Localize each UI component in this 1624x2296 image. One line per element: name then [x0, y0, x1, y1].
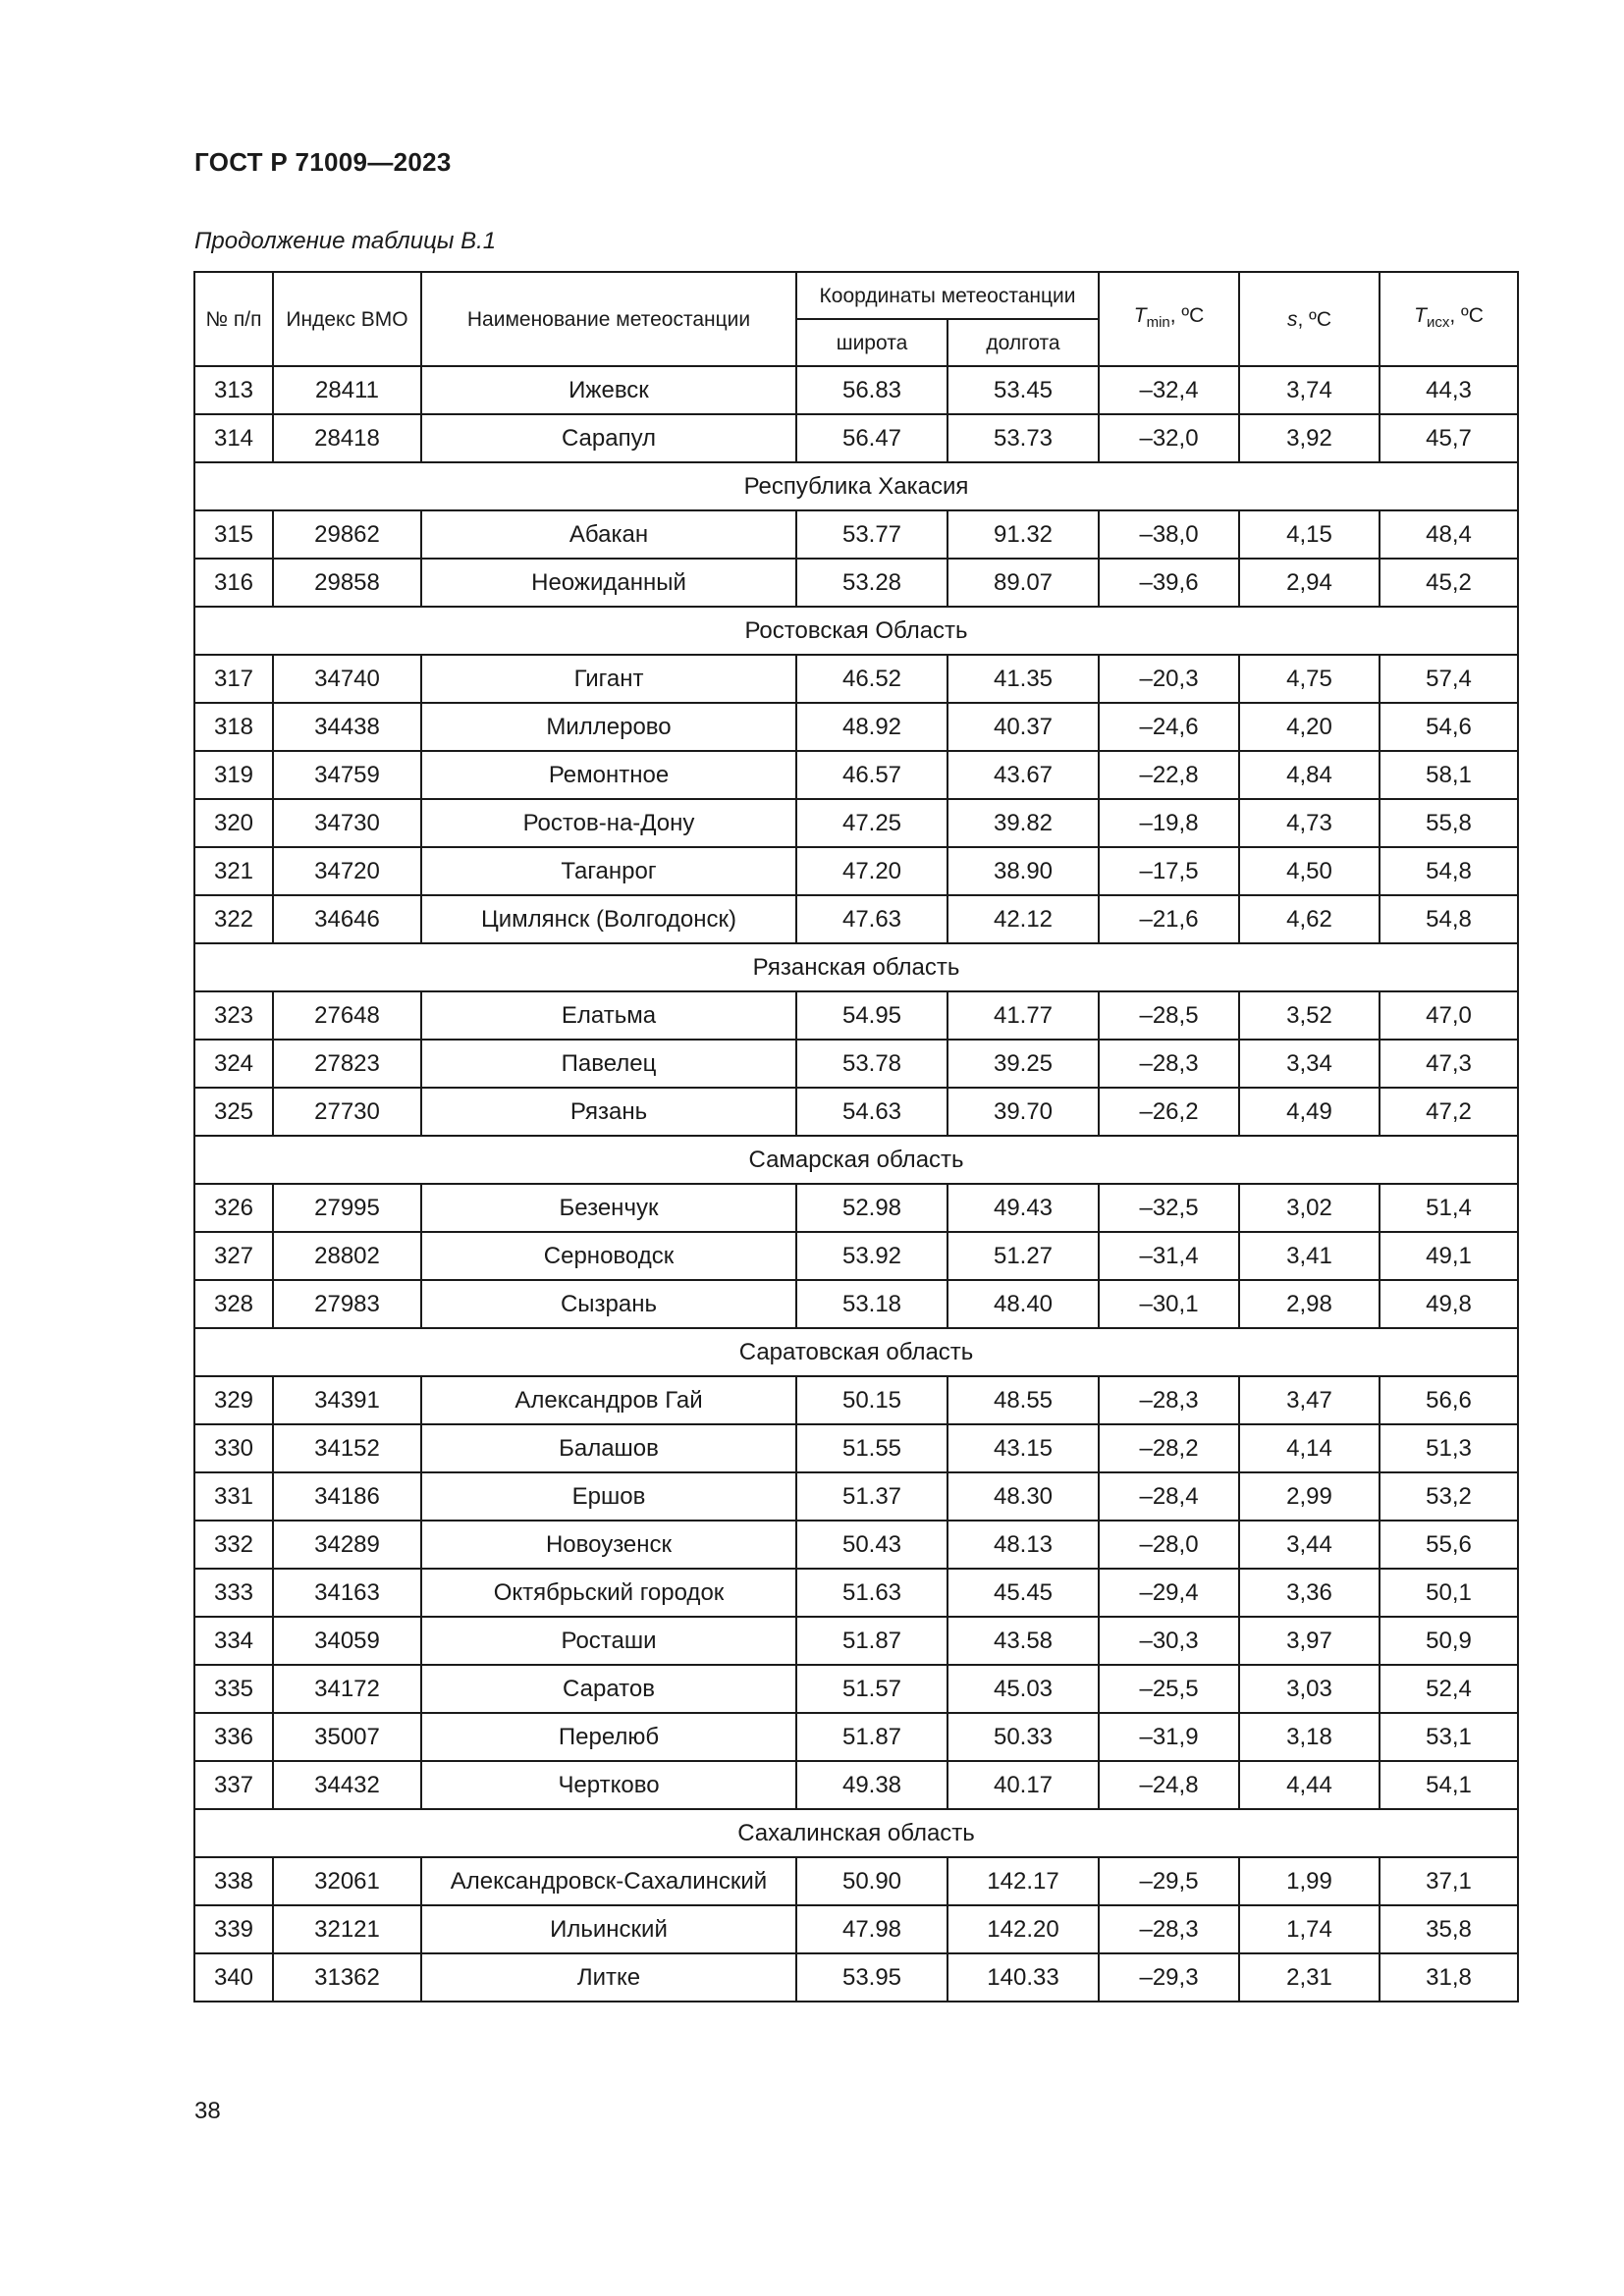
cell-latitude: 51.63 [796, 1569, 947, 1617]
cell-tisx: 35,8 [1380, 1905, 1518, 1953]
cell-tisx: 55,8 [1380, 799, 1518, 847]
cell-s: 4,44 [1239, 1761, 1380, 1809]
cell-tisx: 54,8 [1380, 895, 1518, 943]
cell-num: 316 [194, 559, 273, 607]
cell-num: 331 [194, 1472, 273, 1521]
cell-index: 29858 [273, 559, 421, 607]
region-row [194, 1136, 1518, 1184]
cell-tmin: –19,8 [1099, 799, 1239, 847]
cell-s: 3,36 [1239, 1569, 1380, 1617]
cell-latitude: 53.95 [796, 1953, 947, 2002]
cell-index: 27648 [273, 991, 421, 1040]
cell-num: 324 [194, 1040, 273, 1088]
header-tisx [1380, 272, 1518, 366]
cell-index: 34059 [273, 1617, 421, 1665]
cell-longitude: 45.03 [947, 1665, 1099, 1713]
cell-station-name: Литке [421, 1953, 796, 2002]
cell-tisx: 44,3 [1380, 366, 1518, 414]
cell-tisx: 57,4 [1380, 655, 1518, 703]
region-row [194, 462, 1518, 510]
cell-index: 34172 [273, 1665, 421, 1713]
cell-station-name: Неожиданный [421, 559, 796, 607]
cell-tisx: 54,1 [1380, 1761, 1518, 1809]
cell-station-name: Павелец [421, 1040, 796, 1088]
cell-longitude: 49.43 [947, 1184, 1099, 1232]
cell-num: 326 [194, 1184, 273, 1232]
region-name: Республика Хакасия [194, 462, 1518, 510]
cell-index: 28411 [273, 366, 421, 414]
cell-tmin: –28,2 [1099, 1424, 1239, 1472]
cell-longitude: 53.73 [947, 414, 1099, 462]
cell-tisx: 45,7 [1380, 414, 1518, 462]
cell-index: 31362 [273, 1953, 421, 2002]
table-row [194, 895, 1518, 943]
cell-longitude: 50.33 [947, 1713, 1099, 1761]
cell-tisx: 51,3 [1380, 1424, 1518, 1472]
cell-latitude: 47.98 [796, 1905, 947, 1953]
region-name: Сахалинская область [194, 1809, 1518, 1857]
cell-num: 320 [194, 799, 273, 847]
cell-station-name: Миллерово [421, 703, 796, 751]
tmin-unit: , ºC [1169, 304, 1205, 327]
table-row [194, 1905, 1518, 1953]
cell-index: 28418 [273, 414, 421, 462]
cell-station-name: Гигант [421, 655, 796, 703]
cell-latitude: 53.18 [796, 1280, 947, 1328]
cell-tmin: –32,0 [1099, 414, 1239, 462]
cell-station-name: Балашов [421, 1424, 796, 1472]
cell-latitude: 47.63 [796, 895, 947, 943]
table-row [194, 1713, 1518, 1761]
cell-num: 334 [194, 1617, 273, 1665]
cell-num: 322 [194, 895, 273, 943]
cell-station-name: Александровск-Сахалинский [421, 1857, 796, 1905]
cell-latitude: 50.43 [796, 1521, 947, 1569]
cell-station-name: Саратов [421, 1665, 796, 1713]
cell-latitude: 51.37 [796, 1472, 947, 1521]
cell-num: 330 [194, 1424, 273, 1472]
cell-index: 34163 [273, 1569, 421, 1617]
cell-longitude: 48.13 [947, 1521, 1099, 1569]
cell-s: 3,02 [1239, 1184, 1380, 1232]
cell-latitude: 53.28 [796, 559, 947, 607]
cell-index: 29862 [273, 510, 421, 559]
cell-tmin: –20,3 [1099, 655, 1239, 703]
page-number: 38 [194, 2098, 221, 2124]
region-row [194, 1328, 1518, 1376]
cell-tmin: –28,3 [1099, 1376, 1239, 1424]
cell-tisx: 58,1 [1380, 751, 1518, 799]
cell-num: 339 [194, 1905, 273, 1953]
header-s [1239, 272, 1380, 366]
cell-index: 27983 [273, 1280, 421, 1328]
cell-station-name: Сарапул [421, 414, 796, 462]
cell-s: 3,03 [1239, 1665, 1380, 1713]
cell-index: 27823 [273, 1040, 421, 1088]
cell-longitude: 140.33 [947, 1953, 1099, 2002]
cell-num: 315 [194, 510, 273, 559]
cell-index: 34646 [273, 895, 421, 943]
cell-tmin: –30,3 [1099, 1617, 1239, 1665]
table-row [194, 751, 1518, 799]
cell-station-name: Таганрог [421, 847, 796, 895]
cell-index: 34740 [273, 655, 421, 703]
header-num: № п/п [194, 272, 273, 366]
cell-s: 3,92 [1239, 414, 1380, 462]
cell-longitude: 48.55 [947, 1376, 1099, 1424]
cell-index: 34720 [273, 847, 421, 895]
cell-num: 337 [194, 1761, 273, 1809]
cell-index: 27730 [273, 1088, 421, 1136]
cell-tisx: 47,2 [1380, 1088, 1518, 1136]
cell-tisx: 54,8 [1380, 847, 1518, 895]
cell-tmin: –28,3 [1099, 1905, 1239, 1953]
cell-longitude: 41.77 [947, 991, 1099, 1040]
cell-index: 28802 [273, 1232, 421, 1280]
cell-s: 4,14 [1239, 1424, 1380, 1472]
cell-tisx: 49,1 [1380, 1232, 1518, 1280]
cell-station-name: Цимлянск (Волгодонск) [421, 895, 796, 943]
header-lat: широта [796, 319, 947, 366]
region-name: Самарская область [194, 1136, 1518, 1184]
cell-station-name: Серноводск [421, 1232, 796, 1280]
cell-s: 4,62 [1239, 895, 1380, 943]
cell-tisx: 47,3 [1380, 1040, 1518, 1088]
cell-longitude: 42.12 [947, 895, 1099, 943]
cell-index: 27995 [273, 1184, 421, 1232]
cell-latitude: 51.57 [796, 1665, 947, 1713]
cell-tmin: –39,6 [1099, 559, 1239, 607]
cell-num: 328 [194, 1280, 273, 1328]
cell-station-name: Безенчук [421, 1184, 796, 1232]
header-tmin [1099, 272, 1239, 366]
cell-tisx: 47,0 [1380, 991, 1518, 1040]
cell-station-name: Новоузенск [421, 1521, 796, 1569]
cell-longitude: 43.15 [947, 1424, 1099, 1472]
cell-num: 329 [194, 1376, 273, 1424]
table-row [194, 1521, 1518, 1569]
cell-s: 2,31 [1239, 1953, 1380, 2002]
cell-index: 34730 [273, 799, 421, 847]
cell-num: 317 [194, 655, 273, 703]
table-row [194, 1088, 1518, 1136]
tmin-subscript: min [1146, 314, 1170, 331]
cell-station-name: Сызрань [421, 1280, 796, 1328]
cell-tmin: –31,4 [1099, 1232, 1239, 1280]
cell-longitude: 43.67 [947, 751, 1099, 799]
cell-num: 319 [194, 751, 273, 799]
document-id: ГОСТ Р 71009—2023 [194, 147, 452, 177]
region-name: Рязанская область [194, 943, 1518, 991]
cell-s: 4,50 [1239, 847, 1380, 895]
cell-index: 32121 [273, 1905, 421, 1953]
cell-num: 335 [194, 1665, 273, 1713]
cell-index: 32061 [273, 1857, 421, 1905]
cell-latitude: 47.25 [796, 799, 947, 847]
cell-s: 3,18 [1239, 1713, 1380, 1761]
cell-tmin: –29,3 [1099, 1953, 1239, 2002]
table-row [194, 1184, 1518, 1232]
cell-latitude: 46.52 [796, 655, 947, 703]
table-row [194, 1424, 1518, 1472]
cell-tisx: 53,2 [1380, 1472, 1518, 1521]
cell-tisx: 55,6 [1380, 1521, 1518, 1569]
cell-station-name: Ижевск [421, 366, 796, 414]
header-lon: долгота [947, 319, 1099, 366]
cell-s: 2,99 [1239, 1472, 1380, 1521]
cell-num: 340 [194, 1953, 273, 2002]
cell-longitude: 91.32 [947, 510, 1099, 559]
cell-s: 3,44 [1239, 1521, 1380, 1569]
table-row [194, 510, 1518, 559]
cell-longitude: 45.45 [947, 1569, 1099, 1617]
cell-tmin: –24,8 [1099, 1761, 1239, 1809]
cell-tisx: 45,2 [1380, 559, 1518, 607]
cell-s: 3,41 [1239, 1232, 1380, 1280]
cell-longitude: 40.37 [947, 703, 1099, 751]
cell-tmin: –28,3 [1099, 1040, 1239, 1088]
cell-longitude: 48.40 [947, 1280, 1099, 1328]
cell-longitude: 53.45 [947, 366, 1099, 414]
table-row [194, 655, 1518, 703]
s-symbol: s [1287, 307, 1298, 331]
table-row [194, 703, 1518, 751]
cell-s: 4,49 [1239, 1088, 1380, 1136]
cell-tmin: –29,4 [1099, 1569, 1239, 1617]
cell-index: 34289 [273, 1521, 421, 1569]
cell-tisx: 52,4 [1380, 1665, 1518, 1713]
cell-latitude: 54.95 [796, 991, 947, 1040]
cell-longitude: 39.70 [947, 1088, 1099, 1136]
cell-num: 321 [194, 847, 273, 895]
cell-station-name: Чертково [421, 1761, 796, 1809]
table-row [194, 559, 1518, 607]
cell-num: 325 [194, 1088, 273, 1136]
region-row [194, 943, 1518, 991]
table-caption: Продолжение таблицы В.1 [194, 228, 497, 254]
tisx-symbol: T [1414, 304, 1427, 327]
cell-num: 333 [194, 1569, 273, 1617]
cell-latitude: 48.92 [796, 703, 947, 751]
table-row [194, 1617, 1518, 1665]
cell-tmin: –26,2 [1099, 1088, 1239, 1136]
table-header [194, 272, 1518, 366]
cell-latitude: 53.77 [796, 510, 947, 559]
cell-station-name: Абакан [421, 510, 796, 559]
cell-station-name: Перелюб [421, 1713, 796, 1761]
cell-s: 3,97 [1239, 1617, 1380, 1665]
cell-latitude: 52.98 [796, 1184, 947, 1232]
cell-tmin: –21,6 [1099, 895, 1239, 943]
cell-index: 34759 [273, 751, 421, 799]
cell-s: 3,74 [1239, 366, 1380, 414]
cell-latitude: 56.83 [796, 366, 947, 414]
cell-s: 4,73 [1239, 799, 1380, 847]
cell-station-name: Ильинский [421, 1905, 796, 1953]
cell-s: 3,47 [1239, 1376, 1380, 1424]
cell-s: 2,98 [1239, 1280, 1380, 1328]
table-row [194, 991, 1518, 1040]
cell-longitude: 40.17 [947, 1761, 1099, 1809]
cell-num: 323 [194, 991, 273, 1040]
cell-tisx: 56,6 [1380, 1376, 1518, 1424]
cell-tmin: –28,0 [1099, 1521, 1239, 1569]
cell-longitude: 51.27 [947, 1232, 1099, 1280]
table-row [194, 1232, 1518, 1280]
cell-s: 1,99 [1239, 1857, 1380, 1905]
cell-tisx: 54,6 [1380, 703, 1518, 751]
cell-tmin: –30,1 [1099, 1280, 1239, 1328]
cell-tisx: 50,9 [1380, 1617, 1518, 1665]
cell-latitude: 50.15 [796, 1376, 947, 1424]
cell-index: 34186 [273, 1472, 421, 1521]
table-row [194, 1280, 1518, 1328]
cell-s: 3,52 [1239, 991, 1380, 1040]
cell-index: 35007 [273, 1713, 421, 1761]
region-name: Саратовская область [194, 1328, 1518, 1376]
cell-station-name: Ершов [421, 1472, 796, 1521]
cell-latitude: 50.90 [796, 1857, 947, 1905]
stations-table [193, 271, 1519, 2002]
cell-station-name: Росташи [421, 1617, 796, 1665]
cell-station-name: Рязань [421, 1088, 796, 1136]
cell-index: 34432 [273, 1761, 421, 1809]
cell-latitude: 46.57 [796, 751, 947, 799]
cell-longitude: 39.82 [947, 799, 1099, 847]
cell-num: 318 [194, 703, 273, 751]
cell-station-name: Ростов-на-Дону [421, 799, 796, 847]
table-row [194, 799, 1518, 847]
cell-s: 1,74 [1239, 1905, 1380, 1953]
table-row [194, 1665, 1518, 1713]
cell-s: 2,94 [1239, 559, 1380, 607]
cell-num: 327 [194, 1232, 273, 1280]
cell-latitude: 54.63 [796, 1088, 947, 1136]
cell-longitude: 142.17 [947, 1857, 1099, 1905]
cell-index: 34152 [273, 1424, 421, 1472]
cell-tmin: –32,4 [1099, 366, 1239, 414]
cell-s: 4,15 [1239, 510, 1380, 559]
cell-tmin: –38,0 [1099, 510, 1239, 559]
cell-tisx: 48,4 [1380, 510, 1518, 559]
tisx-unit: , ºC [1449, 304, 1484, 327]
cell-s: 4,84 [1239, 751, 1380, 799]
cell-index: 34438 [273, 703, 421, 751]
cell-s: 3,34 [1239, 1040, 1380, 1088]
cell-longitude: 41.35 [947, 655, 1099, 703]
table-row [194, 366, 1518, 414]
cell-tisx: 31,8 [1380, 1953, 1518, 2002]
tmin-symbol: T [1133, 304, 1147, 327]
cell-longitude: 142.20 [947, 1905, 1099, 1953]
region-name: Ростовская Область [194, 607, 1518, 655]
cell-num: 332 [194, 1521, 273, 1569]
s-unit: , ºC [1297, 307, 1332, 331]
cell-num: 338 [194, 1857, 273, 1905]
header-index: Индекс ВМО [273, 272, 421, 366]
header-name: Наименование метеостанции [421, 272, 796, 366]
table-row [194, 1857, 1518, 1905]
cell-num: 313 [194, 366, 273, 414]
cell-tmin: –22,8 [1099, 751, 1239, 799]
cell-longitude: 43.58 [947, 1617, 1099, 1665]
cell-s: 4,20 [1239, 703, 1380, 751]
table-row [194, 414, 1518, 462]
cell-latitude: 51.87 [796, 1713, 947, 1761]
cell-longitude: 38.90 [947, 847, 1099, 895]
cell-tmin: –32,5 [1099, 1184, 1239, 1232]
cell-tmin: –28,5 [1099, 991, 1239, 1040]
cell-station-name: Октябрьский городок [421, 1569, 796, 1617]
cell-num: 336 [194, 1713, 273, 1761]
cell-latitude: 53.78 [796, 1040, 947, 1088]
cell-station-name: Елатьма [421, 991, 796, 1040]
table-row [194, 1040, 1518, 1088]
table-row [194, 1376, 1518, 1424]
cell-tisx: 49,8 [1380, 1280, 1518, 1328]
cell-tmin: –28,4 [1099, 1472, 1239, 1521]
table-row [194, 1761, 1518, 1809]
region-row [194, 607, 1518, 655]
table-row [194, 1569, 1518, 1617]
cell-tmin: –24,6 [1099, 703, 1239, 751]
cell-latitude: 56.47 [796, 414, 947, 462]
cell-tisx: 50,1 [1380, 1569, 1518, 1617]
cell-tisx: 53,1 [1380, 1713, 1518, 1761]
region-row [194, 1809, 1518, 1857]
tisx-subscript: исх [1426, 314, 1450, 331]
cell-station-name: Александров Гай [421, 1376, 796, 1424]
table-row [194, 1472, 1518, 1521]
table-row [194, 1953, 1518, 2002]
cell-longitude: 39.25 [947, 1040, 1099, 1088]
cell-longitude: 89.07 [947, 559, 1099, 607]
cell-index: 34391 [273, 1376, 421, 1424]
cell-latitude: 53.92 [796, 1232, 947, 1280]
cell-latitude: 47.20 [796, 847, 947, 895]
cell-latitude: 49.38 [796, 1761, 947, 1809]
cell-latitude: 51.87 [796, 1617, 947, 1665]
cell-tisx: 37,1 [1380, 1857, 1518, 1905]
table-body [194, 366, 1518, 2002]
cell-s: 4,75 [1239, 655, 1380, 703]
cell-station-name: Ремонтное [421, 751, 796, 799]
cell-tisx: 51,4 [1380, 1184, 1518, 1232]
cell-tmin: –29,5 [1099, 1857, 1239, 1905]
table-row [194, 847, 1518, 895]
cell-longitude: 48.30 [947, 1472, 1099, 1521]
cell-tmin: –31,9 [1099, 1713, 1239, 1761]
cell-tmin: –25,5 [1099, 1665, 1239, 1713]
header-coords: Координаты метеостанции [796, 272, 1099, 319]
cell-tmin: –17,5 [1099, 847, 1239, 895]
cell-num: 314 [194, 414, 273, 462]
cell-latitude: 51.55 [796, 1424, 947, 1472]
